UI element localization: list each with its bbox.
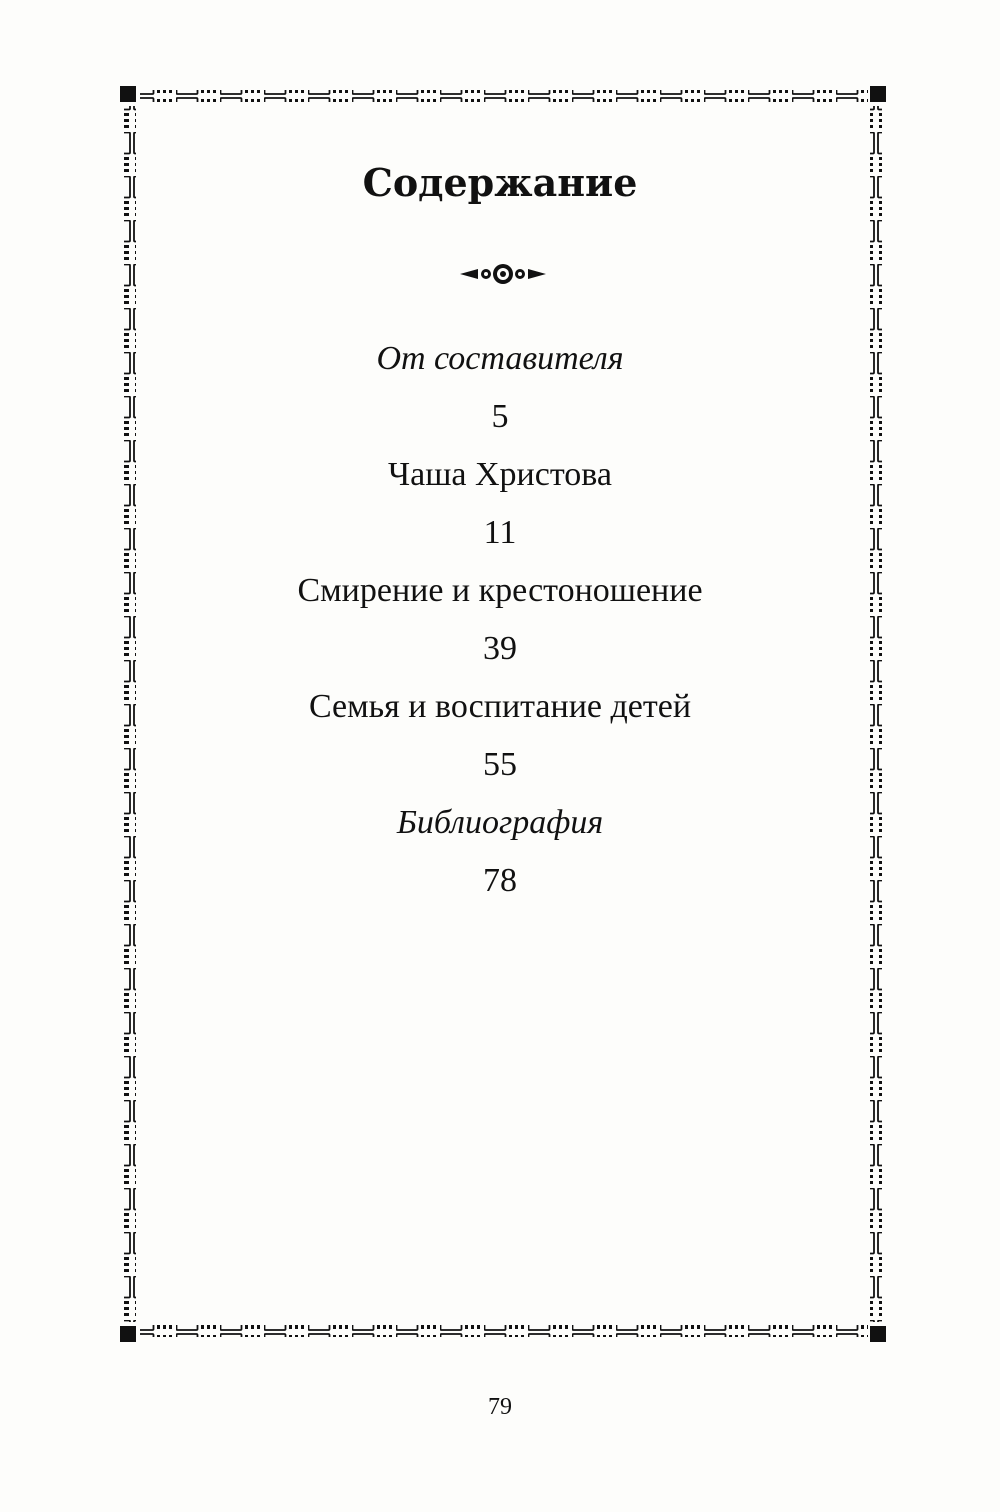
toc-entry-page-number: 39 <box>483 630 517 667</box>
ornament-divider-icon <box>458 262 548 286</box>
border-top <box>140 90 868 102</box>
toc-entry-title: От составителя <box>376 340 624 377</box>
toc-entry-page-number: 78 <box>483 862 517 899</box>
toc-entry[interactable] <box>0 794 1000 910</box>
corner-bottom-left <box>120 1326 136 1342</box>
toc-entry-page-number: 55 <box>483 746 517 783</box>
toc-entry[interactable] <box>0 678 1000 794</box>
corner-top-right <box>870 86 886 102</box>
toc-entry-title: Библиография <box>396 804 604 841</box>
border-bottom <box>140 1325 868 1337</box>
toc-entry-title: Смирение и крестоношение <box>297 572 703 609</box>
table-of-contents <box>0 330 1000 910</box>
toc-entry-title: Чаша Христова <box>388 456 612 493</box>
toc-entry-title: Семья и воспитание детей <box>308 688 692 725</box>
corner-bottom-right <box>870 1326 886 1342</box>
toc-entry[interactable] <box>0 562 1000 678</box>
page-number: 79 <box>488 1394 512 1420</box>
toc-entry[interactable] <box>0 330 1000 446</box>
corner-top-left <box>120 86 136 102</box>
toc-entry-page-number: 11 <box>483 514 517 551</box>
toc-entry-page-number: 5 <box>491 398 509 435</box>
toc-entry[interactable] <box>0 446 1000 562</box>
page-title: Содержание <box>362 160 638 205</box>
